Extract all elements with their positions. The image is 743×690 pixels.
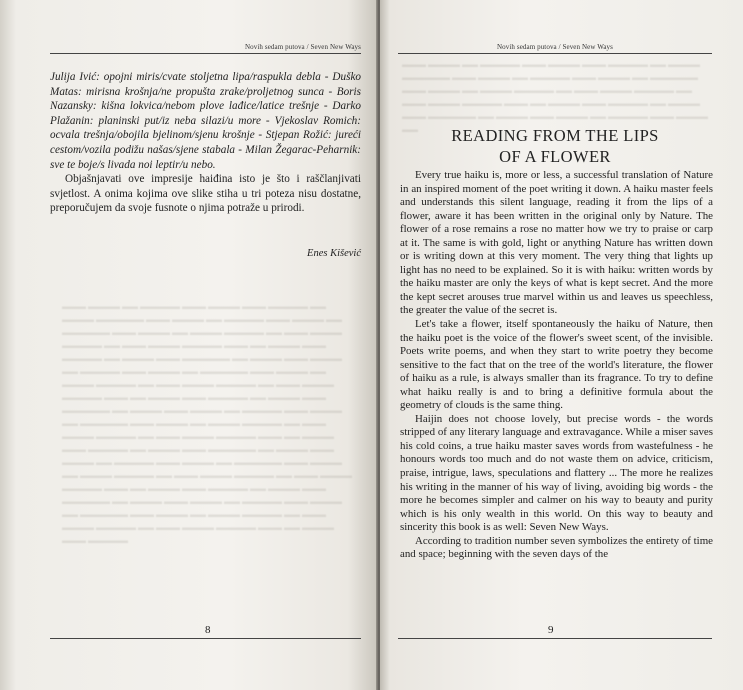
bleed-through-text: ▬▬▬ ▬▬▬▬ ▬▬ ▬▬▬▬▬ ▬▬▬ ▬▬▬▬ ▬▬▬ ▬▬▬▬▬ ▬▬ ▬▬▬▬ ▬▬▬▬▬▬ ▬▬▬ ▬▬▬▬ ▬▬ ▬▬▬▬▬ ▬▬▬ ▬▬▬▬ ▬▬ ▬▬▬▬▬▬ ▬▬▬ ▬▬▬▬ ▬▬ ▬▬▬▬ ▬▬▬▬▬ ▬▬ ▬▬▬ ▬▬▬▬ ▬▬▬▬▬ ▬▬ ▬▬▬ ▬▬▬▬ ▬▬▬▬▬ ▬▬▬ ▬▬ ▬▬▬▬ ▬▬▬ ▬▬▬▬▬ ▬▬ ▬▬▬▬ ▬▬▬ ▬▬▬▬▬▬ ▬▬ ▬▬▬▬ ▬▬▬ ▬▬▬▬ ▬▬ ▬▬▬▬▬ ▬▬▬ ▬▬▬▬ ▬▬ bbox=[402, 60, 708, 134]
author-signature: Enes Kišević bbox=[307, 248, 361, 259]
chapter-title-line-1: READING FROM THE LIPS bbox=[451, 126, 659, 145]
chapter-title bbox=[398, 125, 712, 167]
body-paragraph: Let's take a flower, itself spontaneously the haiku of Nature, then the haiku poet is the voice of the flower's sweet scent, of the invisible. Poets write poems, and when they start to write poetry they become sensitive to the fact that on the tree of the world's literature, the flower of haiku as a rule, is always smaller than its fragrance. To try to define what haiku really is and to bring a definitive formula about the geometry of clouds is the same thing. bbox=[400, 318, 713, 412]
body-paragraph: Every true haiku is, more or less, a successful translation of Nature in an inspired moment of the poet writing it down. A haiku master feels and understands this silent language, reading it from the lips of a flower, aware it has been written in the original only by Nature. The flower of a rose remains a rose no matter how we try to praise or carp at it. The same is with gold, light or anything Nature has written down or is writing down at this very moment. The very thing that lights up light has no need to be explained. So it is with haiku: written words by the haiku master are only the keys of what is kept secret. And the more the kept secret arouses true marvel within us and leaves us speechless, the greater the value of the secret is. bbox=[400, 169, 713, 317]
body-paragraph: Haijin does not choose lovely, but precise words - the words stripped of any literary language and extravagance. While a miser saves his cold coins, a true haiku master saves words from wastefulness - he honours words too much and do not waste them on advice, criticism, praise, intrigue, laws, speculations and flattery ... The more he realizes his writing in the manner of his way of living, avoiding big words - the more he becomes simpler and calmer on his way to beauty and purity which is his only wealth in this world. On this way to beauty and sincerity this book is as well: Seven New Ways. bbox=[400, 412, 713, 534]
bleed-through-text: ▬▬▬ ▬▬▬▬ ▬▬ ▬▬▬▬▬ ▬▬▬ ▬▬▬▬ ▬▬▬ ▬▬▬▬▬ ▬▬ ▬▬▬▬ ▬▬▬▬▬▬ ▬▬▬ ▬▬▬▬ ▬▬ ▬▬▬▬▬ ▬▬▬ ▬▬▬▬ ▬▬ ▬▬▬▬▬▬ ▬▬▬ ▬▬▬▬ ▬▬ ▬▬▬▬ ▬▬▬▬▬ ▬▬ ▬▬▬ ▬▬▬▬ ▬▬▬▬▬ ▬▬ ▬▬▬ ▬▬▬▬ ▬▬▬▬▬ ▬▬▬ ▬▬ ▬▬▬▬ ▬▬▬ ▬▬▬▬▬ ▬▬ ▬▬▬▬ ▬▬▬ ▬▬▬▬▬▬ ▬▬ ▬▬▬▬ ▬▬▬ ▬▬▬▬ ▬▬ ▬▬▬▬▬ ▬▬▬ ▬▬▬▬ ▬▬ ▬▬▬▬▬▬ ▬▬▬ ▬▬▬▬ ▬▬ ▬▬▬▬ ▬▬▬▬▬ ▬▬ ▬▬▬ ▬▬▬▬ ▬▬▬▬▬ ▬▬ ▬▬▬ ▬▬▬▬ ▬▬▬▬▬ ▬▬▬ ▬▬ ▬▬▬▬ ▬▬▬ ▬▬▬▬▬ ▬▬ ▬▬▬▬ ▬▬▬ ▬▬▬▬▬▬ ▬▬ ▬▬▬▬ ▬▬▬ ▬▬▬▬ ▬▬ ▬▬▬▬▬ ▬▬▬ ▬▬▬▬ ▬▬ ▬▬▬▬▬▬ ▬▬▬ ▬▬▬▬ ▬▬ ▬▬▬▬ ▬▬▬▬▬ ▬▬ ▬▬▬ ▬▬▬▬ ▬▬▬▬▬ ▬▬ ▬▬▬ ▬▬▬▬ ▬▬▬▬▬ ▬▬▬ ▬▬ ▬▬▬▬ ▬▬▬ ▬▬▬▬▬ ▬▬ ▬▬▬▬ ▬▬▬ ▬▬▬▬▬▬ ▬▬ ▬▬▬▬ ▬▬▬ ▬▬▬▬ ▬▬ ▬▬▬▬▬ ▬▬▬ ▬▬▬▬ ▬▬ ▬▬▬▬▬▬ ▬▬▬ ▬▬▬▬ ▬▬ ▬▬▬▬ ▬▬▬▬▬ ▬▬ ▬▬▬ ▬▬▬▬ ▬▬▬▬▬ ▬▬ ▬▬▬ ▬▬▬▬ ▬▬▬▬▬ ▬▬▬ ▬▬ ▬▬▬▬ ▬▬▬ ▬▬▬▬▬ ▬▬ ▬▬▬▬ ▬▬▬ ▬▬▬▬▬▬ ▬▬ ▬▬▬▬ ▬▬▬ ▬▬▬▬ ▬▬ ▬▬▬▬▬ ▬▬▬ ▬▬▬▬ ▬▬ ▬▬▬▬▬▬ ▬▬▬ ▬▬▬▬ ▬▬ ▬▬▬▬ ▬▬▬▬▬ ▬▬ ▬▬▬ ▬▬▬▬ ▬▬▬▬▬ ▬▬ ▬▬▬ ▬▬▬▬ ▬▬▬▬▬ ▬▬▬ ▬▬ ▬▬▬▬ ▬▬▬ ▬▬▬▬▬ bbox=[62, 302, 352, 545]
footer-rule-left bbox=[50, 638, 361, 639]
footer-rule-right bbox=[398, 638, 712, 639]
haiku-list-paragraph: Julija Ivić: opojni miris/cvate stoljetna lipa/raspukla debla - Duško Matas: mirisna krošnja/ne propušta zrake/proljetnog sunca - Boris Nazansky: kišna lokvica/nebom plove lađice/latice trešnje - Darko Plažanin: planinski put/iz neba silazi/u more - Vjekoslav Romich: ocvala trešnja/obojila bjelinom/sjenu krošnje - Stjepan Rožić: jureći cestom/vozila podižu našas/sjene stabala - Milan Žegarac-Peharnik: sve te boje/s livada noi leptir/u nebo. bbox=[50, 71, 361, 171]
right-body-text bbox=[400, 169, 713, 562]
page-number-right: 9 bbox=[548, 624, 554, 636]
closing-paragraph: Objašnjavati ove impresije haiđina isto je što i raščlanjivati svjetlost. A onima kojima ove slike stiha u tri poteza nisu dostatne, preporučujem da svoje fusnote o njima potraže u prirodi. bbox=[50, 173, 361, 215]
right-page bbox=[380, 0, 743, 690]
running-head-right: Novih sedam putova / Seven New Ways bbox=[398, 43, 712, 54]
chapter-title-line-2: OF A FLOWER bbox=[499, 147, 611, 166]
left-body-text bbox=[50, 70, 361, 216]
page-number-left: 8 bbox=[205, 624, 211, 636]
body-paragraph: According to tradition number seven symbolizes the entirety of time and space; beginning with the seven days of the bbox=[400, 534, 713, 561]
running-head-left: Novih sedam putova / Seven New Ways bbox=[50, 43, 361, 54]
